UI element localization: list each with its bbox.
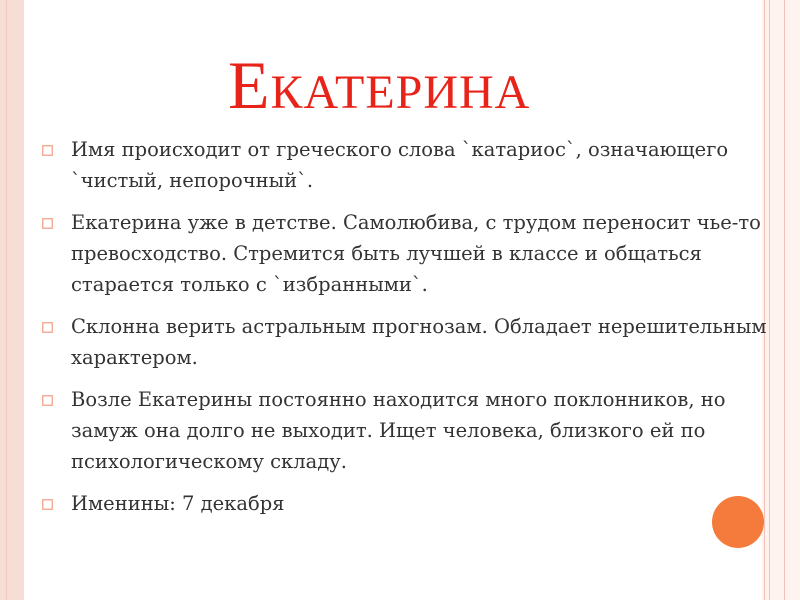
bullet-text: Имя происходит от греческого слова `катариос`, означающего `чистый, непорочный`. [71, 138, 729, 192]
bullet-item [42, 207, 797, 300]
bullet-item [42, 134, 797, 196]
bullet-text: Именины: 7 декабря [71, 492, 285, 515]
bullet-text: Екатерина уже в детстве. Самолюбива, с трудом переносит чье-то превосходство. Стремится быть лучшей в классе и общаться старается только с `избранными`. [71, 211, 761, 296]
slide-title: Екатерина [228, 47, 531, 123]
hollow-square-bullet-icon [42, 499, 53, 510]
bullet-item [42, 311, 797, 373]
bullet-text: Склонна верить астральным прогнозам. Обладает нерешительным характером. [71, 315, 767, 369]
left-frame-line [6, 0, 7, 600]
hollow-square-bullet-icon [42, 322, 53, 333]
bullet-item [42, 384, 797, 477]
bullet-item [42, 488, 797, 519]
bullet-text: Возле Екатерины постоянно находится много поклонников, но замуж она долго не выходит. Ищет человека, близкого ей по психологическому складу. [71, 388, 726, 473]
orange-circle-decoration [712, 496, 764, 548]
hollow-square-bullet-icon [42, 218, 53, 229]
hollow-square-bullet-icon [42, 145, 53, 156]
bullet-list [42, 134, 797, 530]
hollow-square-bullet-icon [42, 395, 53, 406]
left-frame-border [0, 0, 24, 600]
